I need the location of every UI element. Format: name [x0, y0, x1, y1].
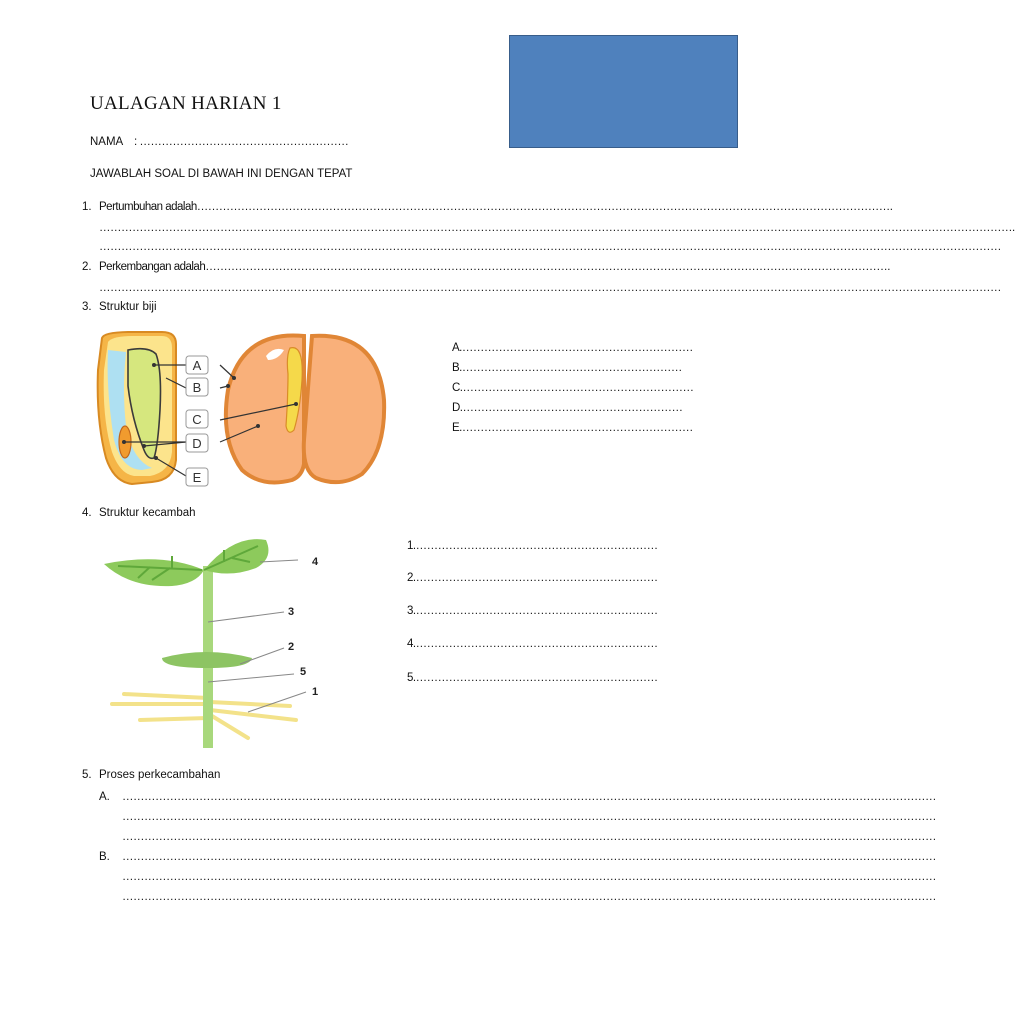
seed-structure-figure [92, 330, 392, 490]
q4-answer-3[interactable]: 3.………………………………………………………… [407, 605, 658, 617]
bean-cotyledon-right [304, 336, 384, 482]
q5-b-label: B. [99, 851, 110, 863]
page-title: UALAGAN HARIAN 1 [90, 93, 282, 114]
q5-a-line-1[interactable]: …………………………………………………………………………………………………………………………………………………………………………………………………… [122, 791, 936, 803]
q4-number: 4. [82, 507, 92, 519]
blue-box [509, 35, 738, 148]
q1-answer-line-2[interactable]: ……………………………………………………………………………………………………………………………………………………………………………………………………………………………. [99, 222, 1015, 234]
q4-answer-2[interactable]: 2.………………………………………………………… [407, 572, 658, 584]
sprout-label-4: 4 [312, 556, 319, 568]
q1-answer-line-3[interactable]: ………………………………………………………………………………………………………………………………………………………………………………………………………………………… [99, 241, 1001, 253]
q5-b-line-1[interactable]: …………………………………………………………………………………………………………………………………………………………………………………………………… [122, 851, 936, 863]
q1-number: 1. [82, 201, 92, 213]
q2-answer-line-2[interactable]: ………………………………………………………………………………………………………………………………………………………………………………………………………………………… [99, 282, 1001, 294]
sprout-label-1: 1 [312, 686, 319, 698]
q5-number: 5. [82, 769, 92, 781]
q4-answer-1[interactable]: 1.………………………………………………………… [407, 540, 658, 552]
q4-text: Struktur kecambah [99, 507, 196, 519]
q5-a-label: A. [99, 791, 110, 803]
q5-b-line-2[interactable]: …………………………………………………………………………………………………………………………………………………………………………………………………… [122, 871, 936, 883]
q5-b-line-3[interactable]: …………………………………………………………………………………………………………………………………………………………………………………………………… [122, 891, 936, 903]
label-b: B [192, 380, 202, 395]
name-label: NAMA [90, 136, 124, 148]
q4-answer-4[interactable]: 4.………………………………………………………… [407, 638, 658, 650]
label-e: E [192, 470, 202, 485]
q3-answer-d[interactable]: D.…………………………………………………… [452, 402, 683, 414]
q2-text[interactable]: Perkembangan adalah……………………………………………………………………………………………………………………………………………………………………. [99, 261, 890, 273]
sprout-label-2: 2 [288, 641, 295, 653]
instruction: JAWABLAH SOAL DI BAWAH INI DENGAN TEPAT [90, 168, 353, 180]
q2-number: 2. [82, 261, 92, 273]
name-field[interactable]: : ………………………………………………… [134, 136, 349, 148]
label-c: C [192, 412, 202, 427]
sprout-cotyledon [162, 652, 252, 668]
q4-answer-5[interactable]: 5.………………………………………………………… [407, 672, 658, 684]
q1-text[interactable]: Pertumbuhan adalah………………………………………………………………………………………………………………………………………………………………………. [99, 201, 893, 213]
sprout-leaf-left [104, 559, 204, 586]
q5-a-line-3[interactable]: …………………………………………………………………………………………………………………………………………………………………………………………………… [122, 831, 936, 843]
q3-answer-e[interactable]: E.……………………………………………………… [452, 422, 693, 434]
q3-number: 3. [82, 301, 92, 313]
sprout-label-5: 5 [300, 666, 307, 678]
label-a: A [192, 358, 202, 373]
q5-a-line-2[interactable]: …………………………………………………………………………………………………………………………………………………………………………………………………… [122, 811, 936, 823]
label-d: D [192, 436, 202, 451]
q3-answer-b[interactable]: B.…………………………………………………… [452, 362, 682, 374]
sprout-structure-figure [100, 534, 330, 750]
sprout-label-3: 3 [288, 606, 295, 618]
q3-text: Struktur biji [99, 301, 157, 313]
q3-answer-c[interactable]: C.……………………………………………………… [452, 382, 694, 394]
q3-answer-a[interactable]: A.……………………………………………………… [452, 342, 693, 354]
q5-text: Proses perkecambahan [99, 769, 221, 781]
